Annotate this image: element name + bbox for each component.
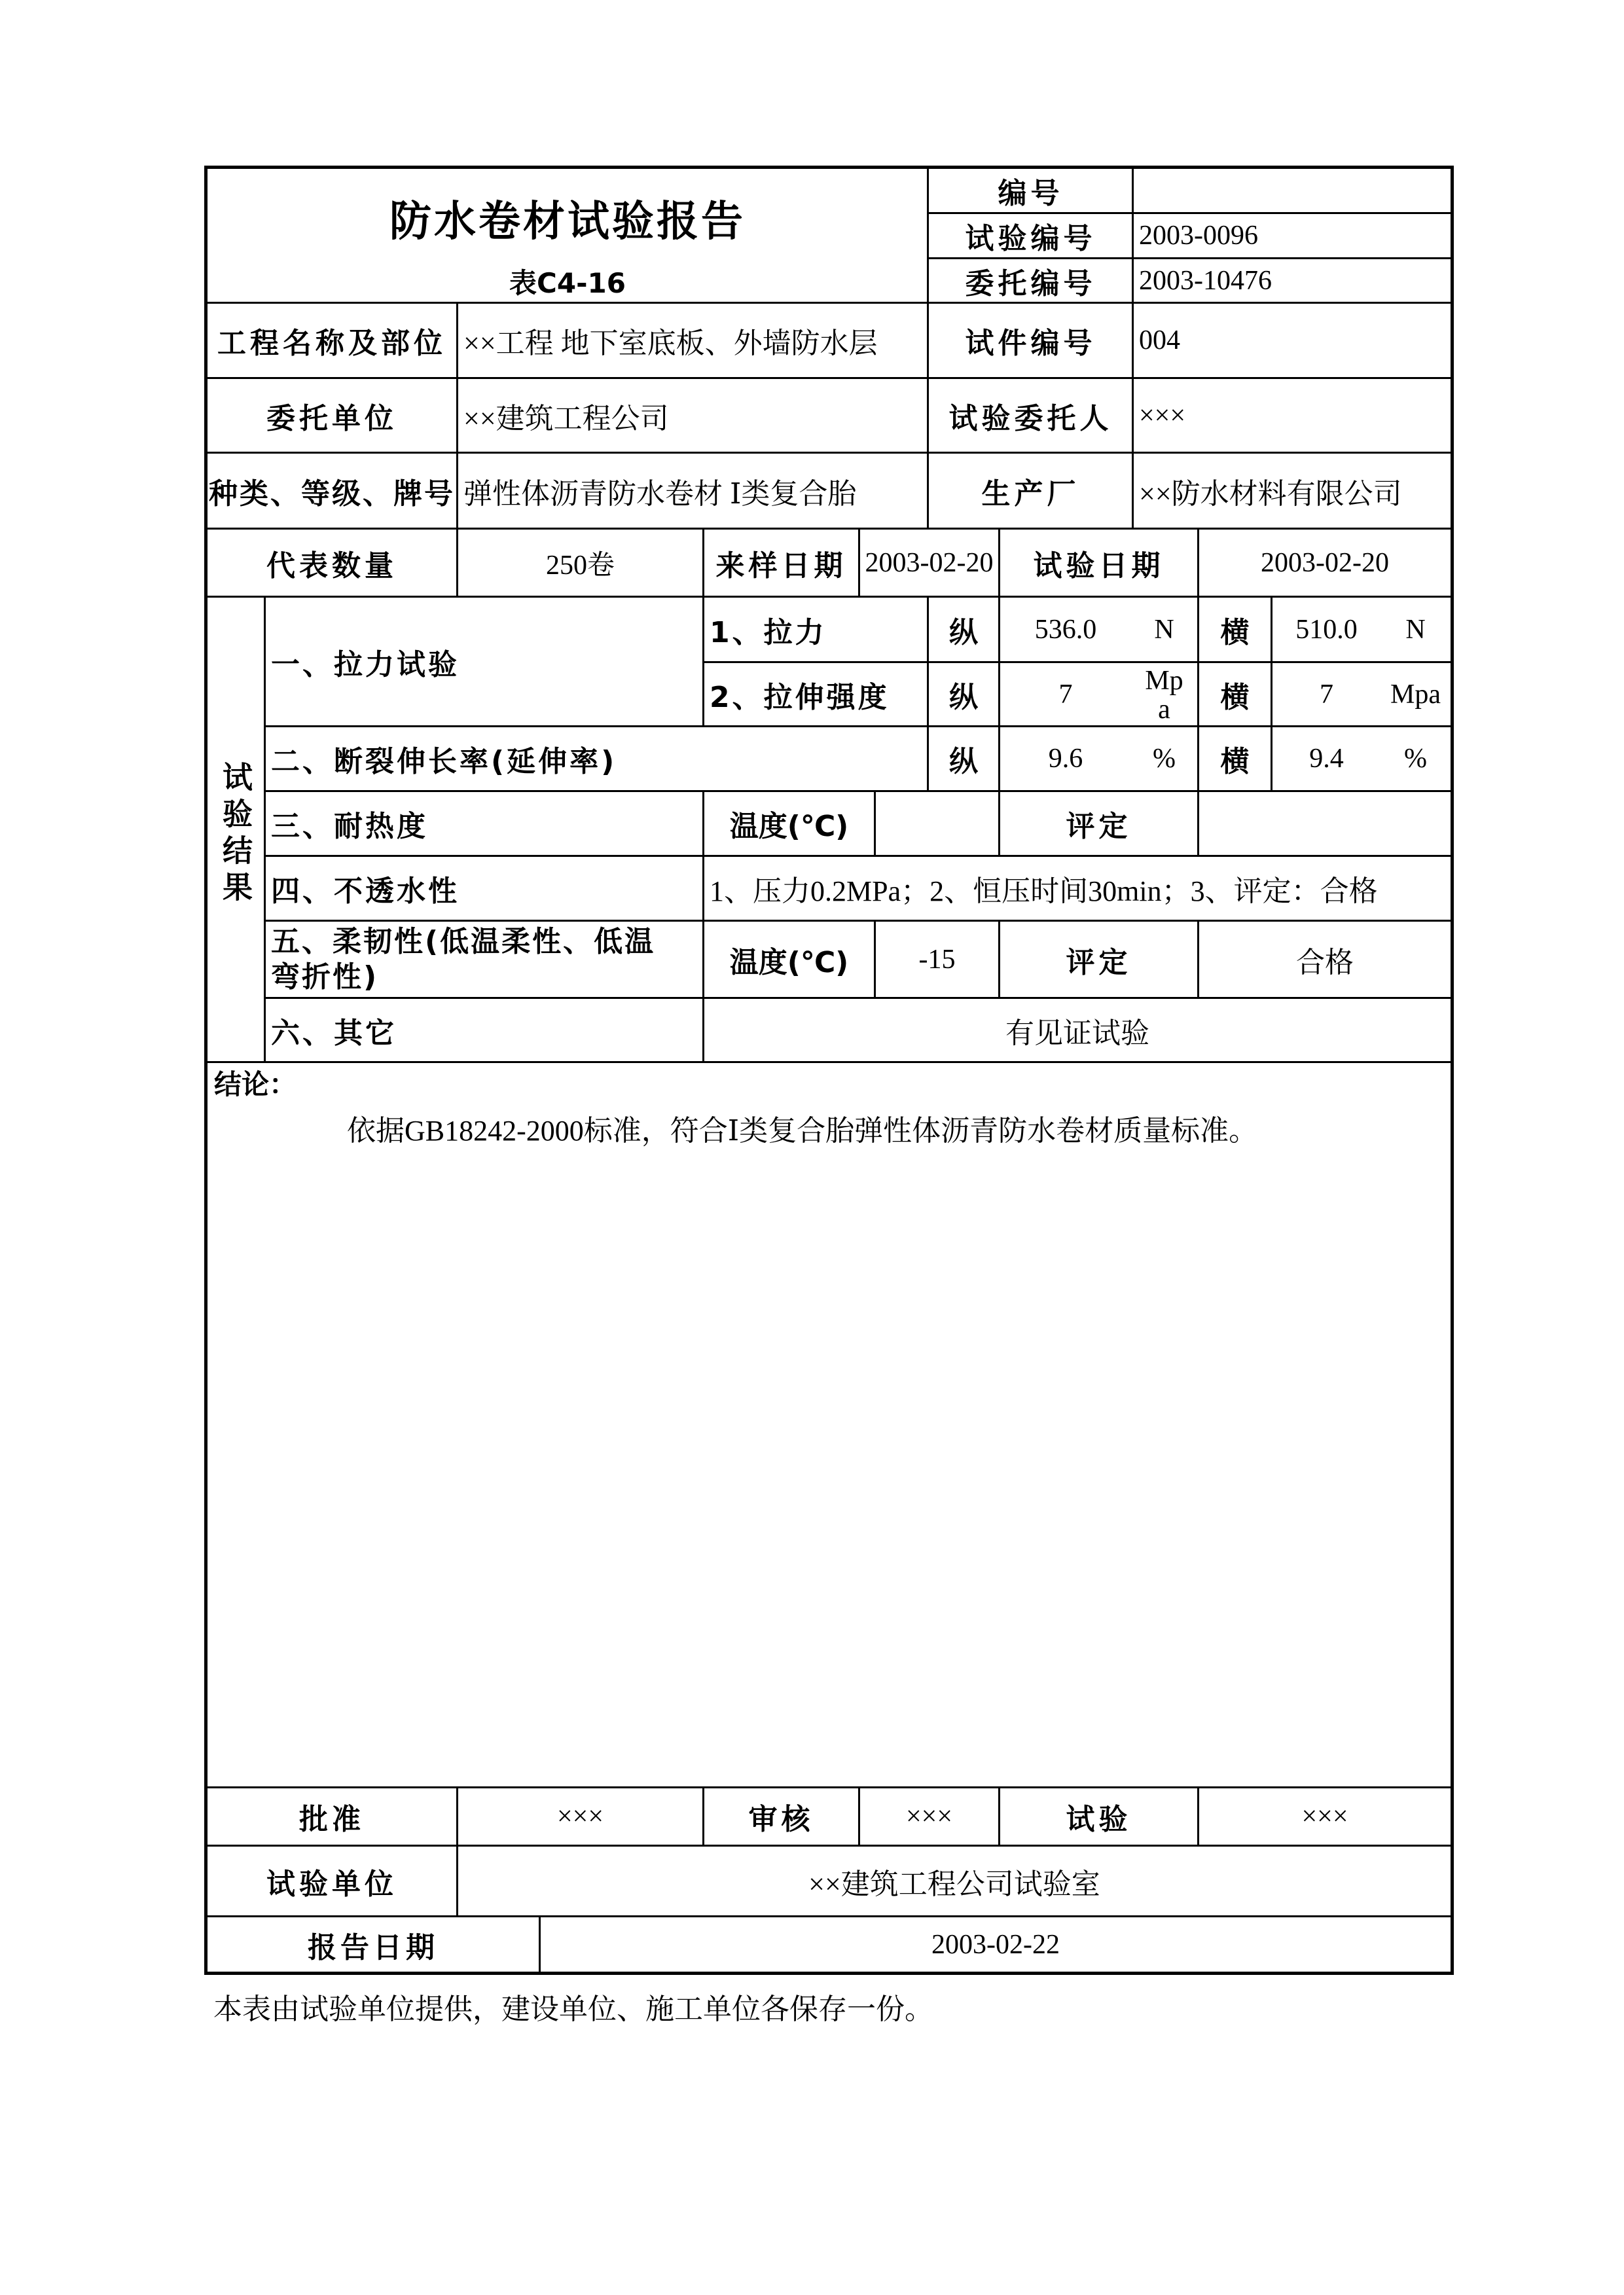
heat-temp-label: 温度(℃) [729, 810, 849, 843]
review-value: ××× [905, 1801, 953, 1832]
force-trans-value: 510.0 [1295, 614, 1358, 645]
force-long-value: 536.0 [1034, 614, 1097, 645]
heat-eval-label: 评定 [1066, 810, 1132, 843]
client-label: 委托单位 [266, 402, 397, 435]
strength-trans-value: 7 [1320, 679, 1333, 710]
requester-value: ××× [1139, 401, 1186, 431]
test-date-value: 2003-02-20 [1261, 547, 1389, 578]
serial-value [1134, 169, 1451, 212]
project-value: ××工程 地下室底板、外墙防水层 [463, 327, 878, 359]
commission-no-label: 委托编号 [965, 267, 1096, 300]
tensile-force-label: 1、拉力 [710, 615, 827, 649]
strength-long-label: 纵 [949, 680, 978, 714]
elong-trans-unit: % [1404, 744, 1427, 774]
elong-long-unit: % [1153, 744, 1176, 774]
elong-trans-value: 9.4 [1309, 744, 1344, 774]
manufacturer-value: ××防水材料有限公司 [1139, 477, 1402, 510]
test-no-value: 2003-0096 [1139, 221, 1258, 251]
conclusion-text: 依据GB18242-2000标准，符合Ⅰ类复合胎弹性体沥青防水卷材质量标准。 [347, 1115, 1258, 1147]
elong-long-label: 纵 [949, 745, 978, 778]
lab-value: ××建筑工程公司试验室 [808, 1868, 1100, 1900]
page-title: 防水卷材试验报告 [389, 198, 746, 246]
water-label: 四、不透水性 [271, 875, 460, 908]
heat-label: 三、耐热度 [271, 810, 428, 843]
other-label: 六、其它 [271, 1016, 397, 1050]
strength-long-unit-line2: a [1158, 694, 1170, 725]
report-date-label: 报告日期 [308, 1930, 439, 1964]
project-label: 工程名称及部位 [217, 327, 446, 360]
type-value: 弹性体沥青防水卷材 Ⅰ类复合胎 [463, 477, 857, 510]
strength-trans-label: 横 [1220, 680, 1250, 714]
qty-label: 代表数量 [266, 549, 397, 583]
sample-date-value: 2003-02-20 [865, 547, 994, 578]
elong-trans-label: 横 [1220, 745, 1250, 778]
force-long-unit: N [1154, 614, 1174, 645]
tensile-test-label: 一、拉力试验 [271, 647, 460, 681]
flex-label-line2: 弯折性) [271, 960, 379, 994]
specimen-no-label: 试件编号 [965, 327, 1096, 360]
flex-label-line1: 五、柔韧性(低温柔性、低温 [271, 924, 656, 958]
footnote: 本表由试验单位提供，建设单位、施工单位各保存一份。 [213, 1993, 933, 2025]
flex-temp-value: -15 [918, 944, 956, 975]
water-value: 1、压力0.2MPa；2、恒压时间30min；3、评定：合格 [710, 875, 1378, 907]
strength-long-unit [1131, 663, 1197, 725]
force-trans-unit: N [1405, 614, 1426, 645]
specimen-no-value: 004 [1139, 325, 1180, 355]
tester-label: 试验 [1066, 1803, 1132, 1836]
flex-label [266, 922, 702, 997]
approve-value: ××× [556, 1801, 604, 1832]
tester-value: ××× [1301, 1801, 1348, 1832]
approve-label: 批准 [299, 1803, 365, 1836]
flex-temp-label: 温度(℃) [729, 945, 849, 979]
test-date-label: 试验日期 [1033, 549, 1164, 583]
client-value: ××建筑工程公司 [463, 403, 669, 435]
results-section-label: 试验结果 [218, 761, 253, 908]
strength-long-value: 7 [1058, 679, 1073, 710]
manufacturer-label: 生产厂 [981, 477, 1080, 511]
sample-date-label: 来样日期 [715, 549, 847, 583]
elongation-label: 二、断裂伸长率(延伸率) [271, 745, 617, 778]
strength-trans-unit: Mpa [1390, 679, 1441, 710]
heat-temp-value [876, 792, 998, 855]
flex-eval-value: 合格 [1296, 946, 1354, 979]
test-no-label: 试验编号 [965, 222, 1096, 255]
other-value: 有见证试验 [1005, 1017, 1149, 1049]
tensile-strength-label: 2、拉伸强度 [710, 680, 890, 714]
requester-label: 试验委托人 [948, 402, 1113, 435]
elong-long-value: 9.6 [1048, 744, 1083, 774]
lab-label: 试验单位 [266, 1867, 397, 1901]
form-code: 表C4-16 [509, 267, 626, 299]
type-label: 种类、等级、牌号 [209, 477, 455, 511]
force-trans-label: 横 [1220, 615, 1250, 649]
heat-eval-value [1199, 792, 1451, 855]
review-label: 审核 [748, 1803, 814, 1836]
force-long-label: 纵 [949, 615, 978, 649]
report-date-value: 2003-02-22 [931, 1929, 1060, 1960]
qty-value: 250卷 [545, 550, 615, 581]
strength-long-unit-line1: Mp [1145, 665, 1183, 696]
flex-eval-label: 评定 [1066, 945, 1132, 979]
conclusion-label: 结论： [214, 1068, 297, 1100]
commission-no-value: 2003-10476 [1139, 266, 1272, 296]
serial-label: 编号 [998, 177, 1064, 210]
